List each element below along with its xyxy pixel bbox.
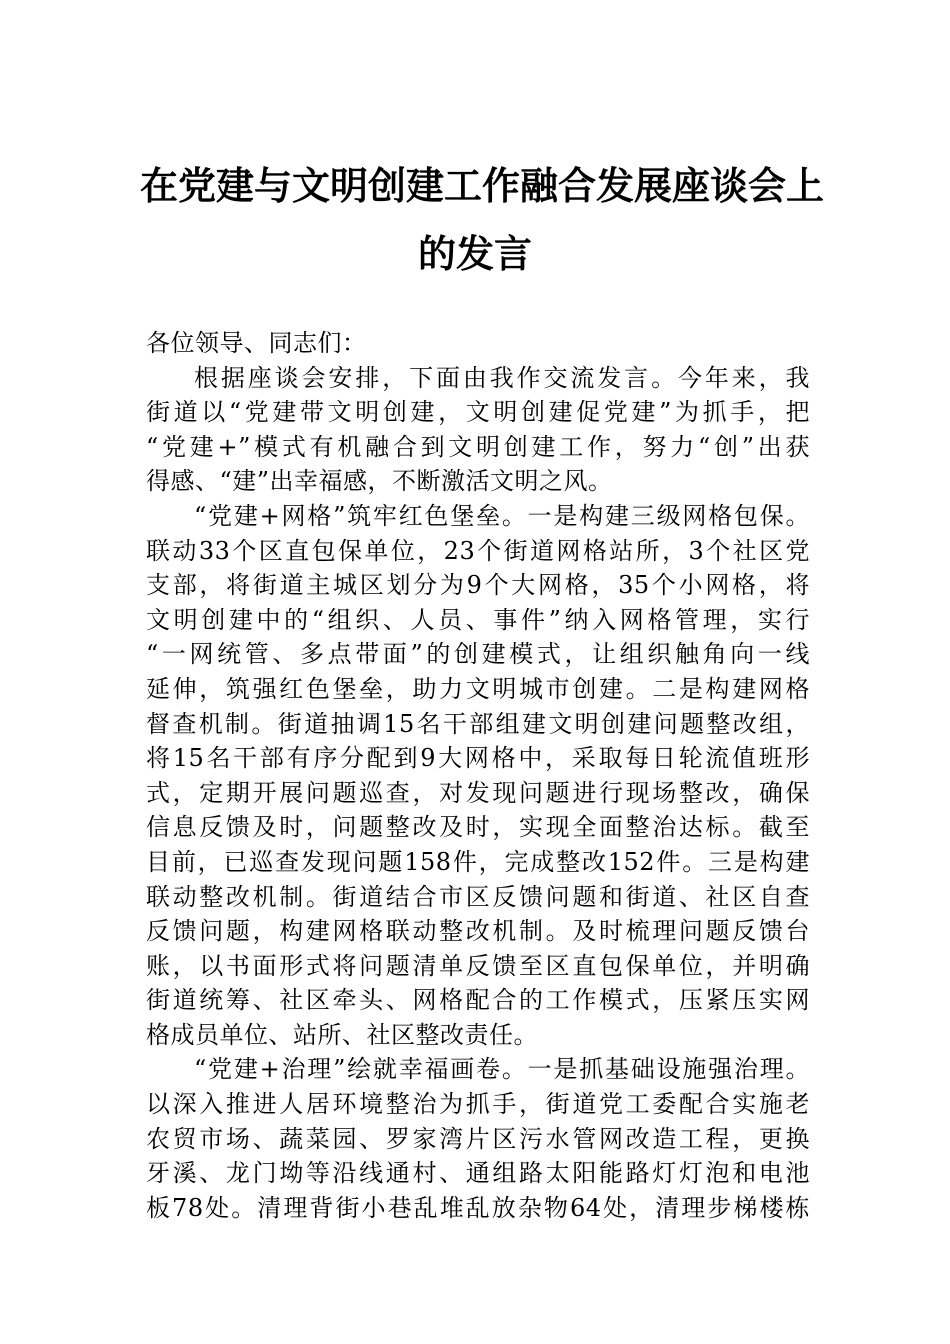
body-text-line: 农贸市场、蔬菜园、罗家湾片区污水管网改造工程，更换 (146, 1124, 810, 1153)
body-text-line: 信息反馈及时，问题整改及时，实现全面整治达标。截至 (146, 813, 810, 842)
document-title-line-1: 在党建与文明创建工作融合发展座谈会上 (140, 163, 825, 208)
body-text-line: 式，定期开展问题巡查，对发现问题进行现场整改，确保 (146, 778, 810, 807)
body-text-line: 目前，已巡查发现问题158件，完成整改152件。三是构建 (146, 847, 810, 876)
body-text-line: 得感、“建”出幸福感，不断激活文明之风。 (146, 467, 613, 496)
body-text-line: 督查机制。街道抽调15名干部组建文明创建问题整改组， (146, 709, 810, 738)
body-text-line: 联动整改机制。街道结合市区反馈问题和街道、社区自查 (146, 882, 810, 911)
body-text-line: 根据座谈会安排，下面由我作交流发言。今年来，我 (194, 363, 810, 392)
body-text-line: “党建+网格”筑牢红色堡垒。一是构建三级网格包保。 (194, 501, 810, 530)
body-text-line: 账，以书面形式将问题清单反馈至区直包保单位，并明确 (146, 951, 810, 980)
body-text-line: 支部，将街道主城区划分为9个大网格，35个小网格，将 (146, 571, 810, 600)
body-text-line: 将15名干部有序分配到9大网格中，采取每日轮流值班形 (146, 744, 810, 773)
body-text-line: 延伸，筑强红色堡垒，助力文明城市创建。二是构建网格 (146, 674, 810, 703)
body-text-line: 街道以“党建带文明创建，文明创建促党建”为抓手，把 (146, 398, 810, 427)
document-body (146, 326, 810, 1225)
body-text-line: “一网统管、多点带面”的创建模式，让组织触角向一线 (146, 640, 810, 669)
document-title-line-2: 的发言 (417, 231, 532, 276)
body-text-line: 反馈问题，构建网格联动整改机制。及时梳理问题反馈台 (146, 917, 810, 946)
body-text-line: 板78处。清理背街小巷乱堆乱放杂物64处，清理步梯楼栋 (146, 1193, 810, 1222)
body-text-line: 牙溪、龙门坳等沿线通村、通组路太阳能路灯灯泡和电池 (146, 1159, 810, 1188)
body-text-line: 以深入推进人居环境整治为抓手，街道党工委配合实施老 (146, 1090, 810, 1119)
body-text-line: “党建+”模式有机融合到文明创建工作，努力“创”出获 (146, 432, 810, 461)
body-text-line: 街道统筹、社区牵头、网格配合的工作模式，压紧压实网 (146, 986, 810, 1015)
body-text-line: 格成员单位、站所、社区整改责任。 (146, 1020, 538, 1049)
body-text-line: 联动33个区直包保单位，23个街道网格站所，3个社区党 (146, 536, 810, 565)
salutation-line: 各位领导、同志们： (146, 329, 367, 357)
body-text-line: 文明创建中的“组织、人员、事件”纳入网格管理，实行 (146, 605, 810, 634)
body-text-line: “党建+治理”绘就幸福画卷。一是抓基础设施强治理。 (194, 1055, 810, 1084)
